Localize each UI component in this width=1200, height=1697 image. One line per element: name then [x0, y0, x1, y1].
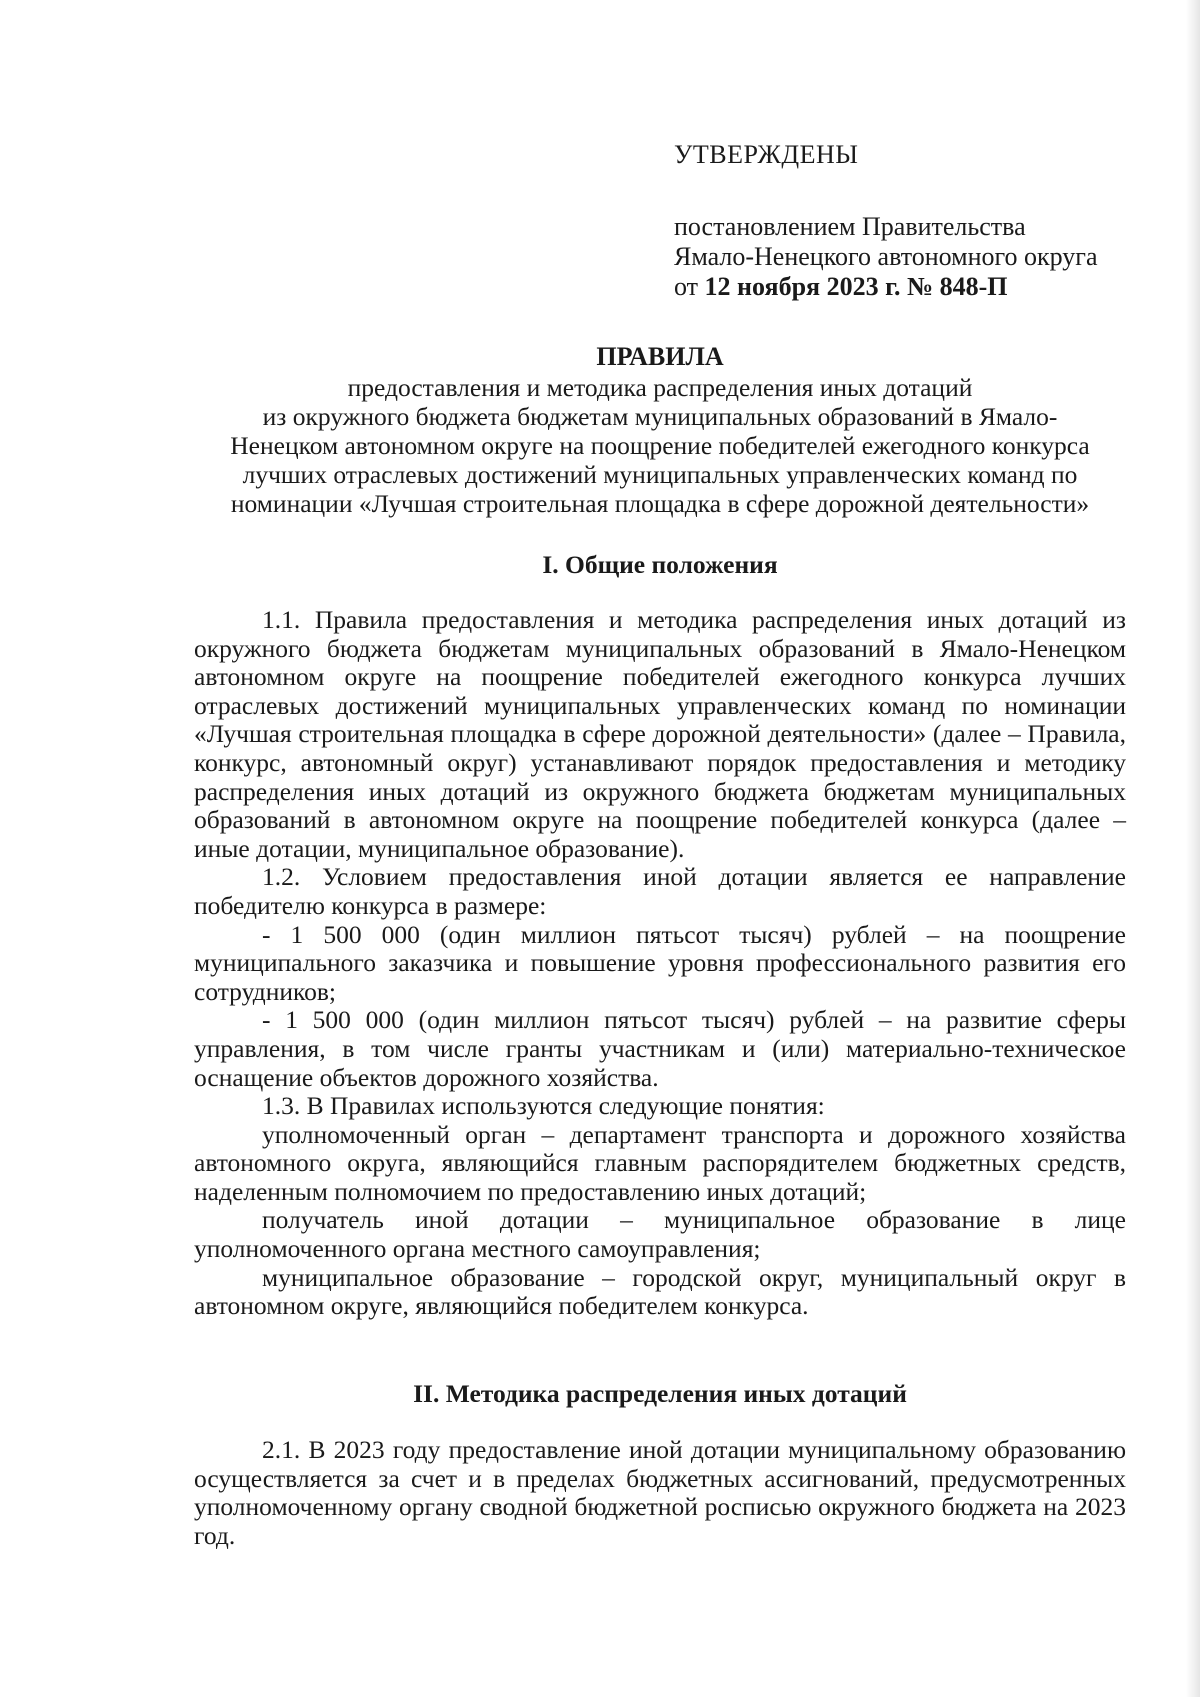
- title-line-3: Ненецком автономном округе на поощрение победителей ежегодного конкурса: [230, 431, 1090, 460]
- approval-date-line: [674, 272, 1098, 302]
- title-line-5: номинации «Лучшая строительная площадка в сфере дорожной деятельности»: [230, 489, 1090, 518]
- scan-edge-shadow: [1186, 0, 1200, 1697]
- section-2-heading: II. Методика распределения иных дотаций: [413, 1379, 907, 1408]
- approval-date: 12 ноября 2023 г. № 848-П: [704, 272, 1008, 301]
- title-line-1: предоставления и методика распределения иных дотаций: [347, 373, 973, 402]
- paragraph-2-1: 2.1. В 2023 году предоставление иной дотации муниципальному образованию осуществляется за счет и в пределах бюджетных ассигнований, предусмотренных уполномоченному органу сводной бюджетной росписью окружного бюджета на 2023 год.: [194, 1435, 1126, 1550]
- paragraph-1-2: 1.2. Условием предоставления иной дотации является ее направление победителю конкурса в размере:: [194, 862, 1126, 920]
- approval-line-2: Ямало-Ненецкого автономного округа: [674, 242, 1098, 271]
- approval-stamp-block: [674, 140, 1098, 302]
- paragraph-1-1: 1.1. Правила предоставления и методика распределения иных дотаций из окружного бюджета бюджетам муниципальных образований в Ямало-Ненецком автономном округе на поощрение победителей ежегодного конкурса лучших отраслевых достижений муниципальных управленческих команд по номинации «Лучшая строительная площадка в сфере дорожной деятельности» (далее – Правила, конкурс, автономный округ) устанавливают порядок предоставления и методику распределения иных дотаций из окружного бюджета бюджетам муниципальных образований в автономном округе на поощрение победителей конкурса (далее – иные дотации, муниципальное образование).: [194, 605, 1126, 863]
- paragraph-1-3: 1.3. В Правилах используются следующие понятия:: [262, 1091, 825, 1121]
- document-title-block: [185, 342, 1135, 518]
- paragraph-1-2-item-2: - 1 500 000 (один миллион пятьсот тысяч) рублей – на развитие сферы управления, в том числе гранты участникам и (или) материально-техническое оснащение объектов дорожного хозяйства.: [194, 1005, 1126, 1092]
- title-line-4: лучших отраслевых достижений муниципальных управленческих команд по: [242, 460, 1078, 489]
- document-title: ПРАВИЛА: [596, 342, 724, 371]
- definition-recipient: получатель иной дотации – муниципальное образование в лице уполномоченного органа местного самоуправления;: [194, 1205, 1126, 1264]
- approval-date-prefix: от: [674, 272, 699, 301]
- approval-word: УТВЕРЖДЕНЫ: [674, 140, 859, 169]
- definition-municipality: муниципальное образование – городской округ, муниципальный округ в автономном округе, являющийся победителем конкурса.: [194, 1262, 1126, 1321]
- approval-line-1: постановлением Правительства: [674, 212, 1026, 241]
- definition-authorized-body: уполномоченный орган – департамент транспорта и дорожного хозяйства автономного округа, являющийся главным распорядителем бюджетных средств, наделенным полномочием по предоставлению иных дотаций;: [194, 1119, 1126, 1206]
- section-1-heading: I. Общие положения: [542, 550, 778, 579]
- section-1-body: [194, 606, 1126, 1321]
- section-2-body: [194, 1436, 1126, 1550]
- title-line-2: из окружного бюджета бюджетам муниципальных образований в Ямало-: [262, 402, 1058, 431]
- paragraph-1-2-item-1: - 1 500 000 (один миллион пятьсот тысяч) рублей – на поощрение муниципального заказчика и повышение уровня профессионального развития его сотрудников;: [194, 919, 1126, 1006]
